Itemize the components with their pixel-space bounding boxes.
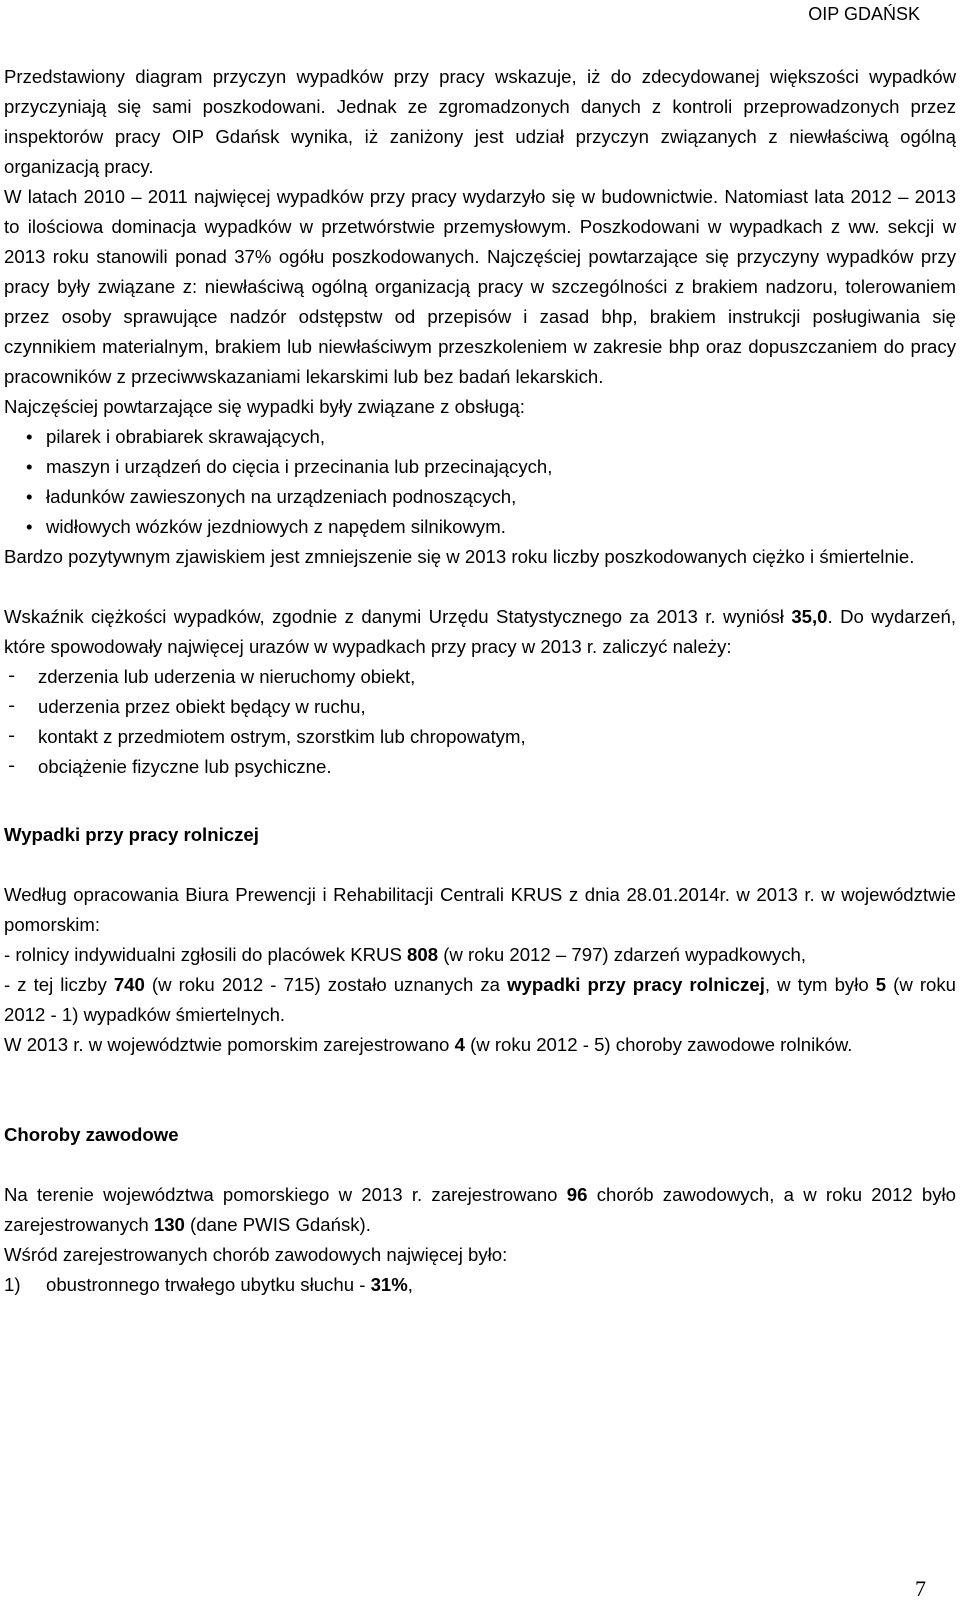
list-item: • ładunków zawieszonych na urządzeniach podnoszących, — [4, 482, 956, 512]
injury-events-list — [4, 662, 956, 782]
paragraph-diagram: Przedstawiony diagram przyczyn wypadków przy pracy wskazuje, iż do zdecydowanej większości wypadków przyczyniają się sami poszkodowani. Jednak ze zgromadzonych danych z kontroli przeprowadzonych przez inspektorów pracy OIP Gdańsk wynika, iż zaniżony jest udział przyczyn związanych z niewłaściwą ogólną organizacją pracy. — [4, 66, 956, 177]
bullet-marker: • — [26, 456, 33, 477]
paragraph-positive: Bardzo pozytywnym zjawiskiem jest zmniejszenie się w 2013 roku liczby poszkodowanych ciężko i śmiertelnie. — [4, 546, 915, 567]
paragraph-farmer-diseases: W 2013 r. w województwie pomorskim zarejestrowano 4 (w roku 2012 - 5) choroby zawodowe rolników. — [4, 1034, 853, 1055]
list-item: - obciążenie fizyczne lub psychiczne. — [4, 752, 956, 782]
paragraph-reported: - rolnicy indywidualni zgłosili do placówek KRUS 808 (w roku 2012 – 797) zdarzeń wypadkowych, — [4, 944, 807, 965]
bullet-marker: • — [26, 516, 33, 537]
list-item: - uderzenia przez obiekt będący w ruchu, — [4, 692, 956, 722]
numbered-item: 1) obustronnego trwałego ubytku słuchu - 31%, — [4, 1270, 956, 1300]
list-item: • widłowych wózków jezdniowych z napędem silnikowym. — [4, 512, 956, 542]
paragraph-severity: Wskaźnik ciężkości wypadków, zgodnie z danymi Urzędu Statystycznego za 2013 r. wyniósł 35,0. Do wydarzeń, które spowodowały najwięcej urazów w wypadkach przy pracy w 2013 r. zaliczyć należy: — [4, 606, 956, 657]
list-item: - kontakt z przedmiotem ostrym, szorstkim lub chropowatym, — [4, 722, 956, 752]
section-heading-diseases: Choroby zawodowe — [4, 1124, 179, 1145]
paragraph-operations-intro: Najczęściej powtarzające się wypadki były związane z obsługą: — [4, 396, 525, 417]
operations-list — [4, 422, 956, 542]
dash-marker: - — [6, 726, 18, 747]
list-item: • pilarek i obrabiarek skrawających, — [4, 422, 956, 452]
severity-value: 35,0 — [791, 606, 828, 627]
bullet-marker: • — [26, 486, 33, 507]
page-number: 7 — [915, 1576, 926, 1601]
section-heading-agricultural: Wypadki przy pracy rolniczej — [4, 824, 259, 845]
number-marker: 1) — [4, 1274, 21, 1295]
paragraph-recognized: - z tej liczby 740 (w roku 2012 - 715) zostało uznanych za wypadki przy pracy rolniczej, w tym było 5 (w roku 2012 - 1) wypadków śmiertelnych. — [4, 974, 956, 1025]
running-header: OIP GDAŃSK — [808, 4, 920, 24]
paragraph-diseases-count: Na terenie województwa pomorskiego w 2013 r. zarejestrowano 96 chorób zawodowych, a w roku 2012 było zarejestrowanych 130 (dane PWIS Gdańsk). — [4, 1184, 956, 1235]
body-text — [4, 62, 956, 1300]
list-item: - zderzenia lub uderzenia w nieruchomy obiekt, — [4, 662, 956, 692]
paragraph-diseases-intro: Wśród zarejestrowanych chorób zawodowych najwięcej było: — [4, 1244, 508, 1265]
bullet-marker: • — [26, 426, 33, 447]
paragraph-sectors: W latach 2010 – 2011 najwięcej wypadków przy pracy wydarzyło się w budownictwie. Natomiast lata 2012 – 2013 to ilościowa dominacja wypadków w przetwórstwie przemysłowym. Poszkodowani w wypadkach z ww. sekcji w 2013 roku stanowili ponad 37% ogółu poszkodowanych. Najczęściej powtarzające się przyczyny wypadków przy pracy były związane z: niewłaściwą ogólną organizacją pracy w szczególności z brakiem nadzoru, tolerowaniem przez osoby sprawujące nadzór odstępstw od przepisów i zasad bhp, brakiem instrukcji posługiwania się czynnikiem materialnym, brakiem lub niewłaściwym przeszkoleniem w zakresie bhp oraz dopuszczaniem do pracy pracowników z przeciwwskazaniami lekarskimi lub bez badań lekarskich. — [4, 186, 956, 387]
list-item: • maszyn i urządzeń do cięcia i przecinania lub przecinających, — [4, 452, 956, 482]
dash-marker: - — [6, 666, 18, 687]
paragraph-krus: Według opracowania Biura Prewencji i Rehabilitacji Centrali KRUS z dnia 28.01.2014r. w 2013 r. w województwie pomorskim: — [4, 884, 956, 935]
dash-marker: - — [6, 756, 18, 777]
dash-marker: - — [6, 696, 18, 717]
